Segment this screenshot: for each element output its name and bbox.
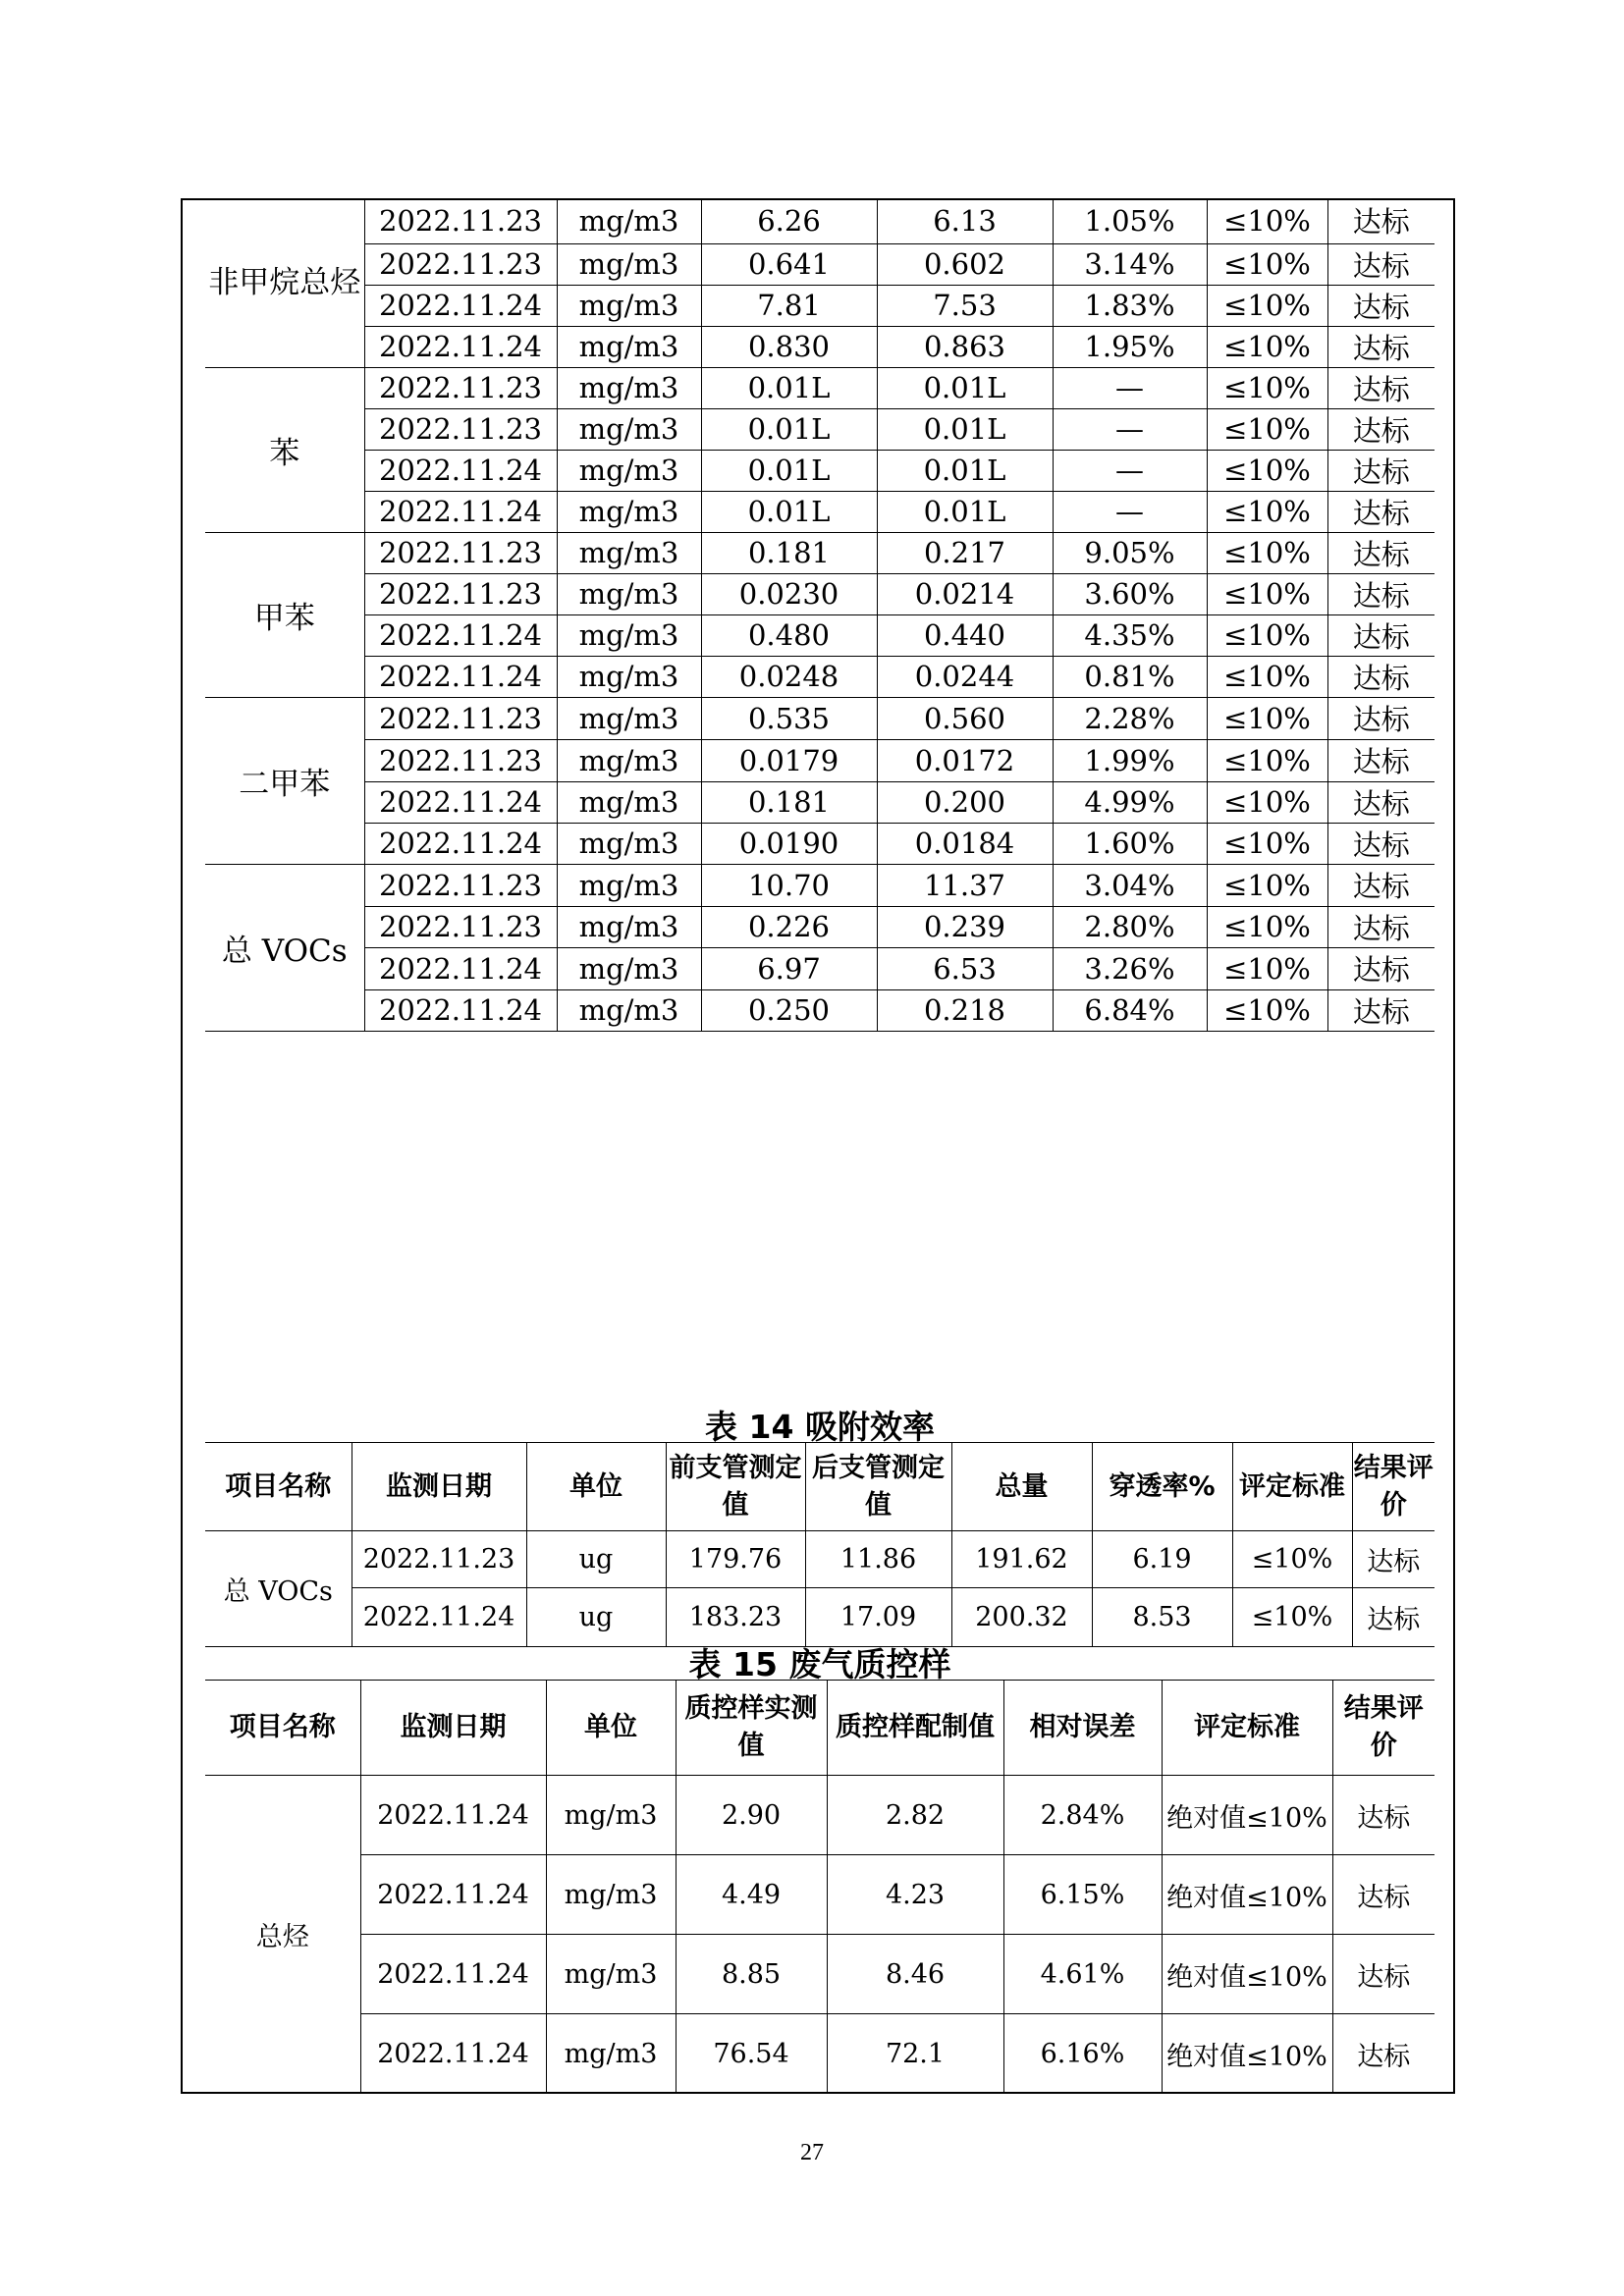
relative-error-cell: 1.95% [1053, 326, 1207, 367]
date-cell: 2022.11.24 [364, 656, 557, 697]
table-row [205, 697, 1435, 739]
standard-cell: ≤10% [1207, 739, 1327, 781]
value-a-cell: 0.0230 [701, 573, 877, 614]
relative-error-cell: 3.04% [1053, 864, 1207, 906]
table-row [205, 906, 1435, 947]
value-b-cell: 0.01L [877, 450, 1053, 491]
data-cell: ≤10% [1232, 1531, 1352, 1588]
data-cell: mg/m3 [546, 1935, 676, 2014]
result-cell: 达标 [1327, 614, 1435, 656]
date-cell: 2022.11.24 [364, 989, 557, 1031]
data-cell: mg/m3 [546, 2014, 676, 2094]
unit-cell: mg/m3 [557, 989, 701, 1031]
data-cell: 2022.11.23 [352, 1531, 526, 1588]
table-row [205, 285, 1435, 326]
data-cell: ≤10% [1232, 1588, 1352, 1647]
header-cell: 单位 [546, 1681, 676, 1776]
value-a-cell: 0.181 [701, 781, 877, 823]
table-row [205, 367, 1435, 408]
value-b-cell: 7.53 [877, 285, 1053, 326]
date-cell: 2022.11.24 [364, 450, 557, 491]
monitoring-table-body [205, 198, 1435, 1031]
table-row [205, 989, 1435, 1031]
table-row [205, 781, 1435, 823]
value-b-cell: 0.01L [877, 408, 1053, 450]
value-a-cell: 0.01L [701, 491, 877, 532]
relative-error-cell: 9.05% [1053, 532, 1207, 573]
date-cell: 2022.11.24 [364, 491, 557, 532]
table-row [205, 823, 1435, 864]
header-cell: 监测日期 [352, 1443, 526, 1531]
date-cell: 2022.11.24 [364, 285, 557, 326]
standard-cell: ≤10% [1207, 781, 1327, 823]
result-cell: 达标 [1327, 326, 1435, 367]
relative-error-cell: 6.84% [1053, 989, 1207, 1031]
result-cell: 达标 [1327, 947, 1435, 989]
standard-cell: ≤10% [1207, 198, 1327, 243]
header-cell: 质控样配制值 [827, 1681, 1003, 1776]
value-a-cell: 0.641 [701, 243, 877, 285]
table-row [205, 1776, 1435, 1855]
data-cell: 2022.11.24 [360, 1935, 546, 2014]
qc-sample-table [205, 1680, 1435, 2094]
data-cell: 达标 [1332, 1776, 1435, 1855]
standard-cell: ≤10% [1207, 697, 1327, 739]
date-cell: 2022.11.23 [364, 243, 557, 285]
date-cell: 2022.11.24 [364, 781, 557, 823]
unit-cell: mg/m3 [557, 450, 701, 491]
item-name-cell: 苯 [205, 367, 364, 532]
value-a-cell: 0.535 [701, 697, 877, 739]
result-cell: 达标 [1327, 739, 1435, 781]
unit-cell: mg/m3 [557, 285, 701, 326]
header-cell: 质控样实测值 [676, 1681, 827, 1776]
standard-cell: ≤10% [1207, 614, 1327, 656]
header-cell: 项目名称 [205, 1443, 352, 1531]
table-row [205, 739, 1435, 781]
item-name-cell: 非甲烷总烃 [205, 198, 364, 367]
date-cell: 2022.11.23 [364, 864, 557, 906]
data-cell: 8.85 [676, 1935, 827, 2014]
data-cell: 8.46 [827, 1935, 1003, 2014]
result-cell: 达标 [1327, 823, 1435, 864]
relative-error-cell: — [1053, 450, 1207, 491]
unit-cell: mg/m3 [557, 697, 701, 739]
value-a-cell: 0.01L [701, 408, 877, 450]
result-cell: 达标 [1327, 408, 1435, 450]
table-row [205, 450, 1435, 491]
value-a-cell: 0.01L [701, 450, 877, 491]
item-name-cell: 总 VOCs [205, 864, 364, 1031]
data-cell: 达标 [1332, 1935, 1435, 2014]
data-cell: 11.86 [805, 1531, 951, 1588]
table-row [205, 573, 1435, 614]
value-b-cell: 0.863 [877, 326, 1053, 367]
standard-cell: ≤10% [1207, 326, 1327, 367]
relative-error-cell: 2.28% [1053, 697, 1207, 739]
data-cell: 2022.11.24 [360, 1855, 546, 1935]
value-b-cell: 0.200 [877, 781, 1053, 823]
table-row [205, 1531, 1435, 1588]
page-number: 27 [800, 2140, 824, 2165]
relative-error-cell: 0.81% [1053, 656, 1207, 697]
unit-cell: mg/m3 [557, 947, 701, 989]
header-cell: 结果评价 [1332, 1681, 1435, 1776]
table-row [205, 1855, 1435, 1935]
value-a-cell: 0.0248 [701, 656, 877, 697]
standard-cell: ≤10% [1207, 823, 1327, 864]
unit-cell: mg/m3 [557, 573, 701, 614]
standard-cell: ≤10% [1207, 906, 1327, 947]
value-a-cell: 0.480 [701, 614, 877, 656]
value-a-cell: 6.97 [701, 947, 877, 989]
date-cell: 2022.11.23 [364, 906, 557, 947]
data-cell: 达标 [1352, 1531, 1435, 1588]
relative-error-cell: 1.83% [1053, 285, 1207, 326]
value-a-cell: 7.81 [701, 285, 877, 326]
result-cell: 达标 [1327, 450, 1435, 491]
date-cell: 2022.11.23 [364, 198, 557, 243]
value-b-cell: 0.239 [877, 906, 1053, 947]
result-cell: 达标 [1327, 656, 1435, 697]
data-cell: 191.62 [951, 1531, 1092, 1588]
data-cell: 6.15% [1003, 1855, 1162, 1935]
data-cell: 达标 [1332, 1855, 1435, 1935]
value-b-cell: 11.37 [877, 864, 1053, 906]
table-row [205, 1588, 1435, 1647]
header-cell: 单位 [526, 1443, 666, 1531]
header-cell: 评定标准 [1162, 1681, 1332, 1776]
unit-cell: mg/m3 [557, 906, 701, 947]
standard-cell: ≤10% [1207, 285, 1327, 326]
relative-error-cell: 3.26% [1053, 947, 1207, 989]
data-cell: 达标 [1332, 2014, 1435, 2094]
value-b-cell: 0.560 [877, 697, 1053, 739]
unit-cell: mg/m3 [557, 408, 701, 450]
table-row [205, 864, 1435, 906]
value-b-cell: 0.0184 [877, 823, 1053, 864]
relative-error-cell: 3.60% [1053, 573, 1207, 614]
table-row [205, 408, 1435, 450]
result-cell: 达标 [1327, 532, 1435, 573]
result-cell: 达标 [1327, 198, 1435, 243]
table-row [205, 491, 1435, 532]
data-cell: 绝对值≤10% [1162, 1776, 1332, 1855]
value-b-cell: 0.218 [877, 989, 1053, 1031]
unit-cell: mg/m3 [557, 614, 701, 656]
data-cell: 72.1 [827, 2014, 1003, 2094]
result-cell: 达标 [1327, 573, 1435, 614]
value-b-cell: 0.01L [877, 491, 1053, 532]
standard-cell: ≤10% [1207, 532, 1327, 573]
unit-cell: mg/m3 [557, 781, 701, 823]
standard-cell: ≤10% [1207, 989, 1327, 1031]
value-b-cell: 0.0172 [877, 739, 1053, 781]
standard-cell: ≤10% [1207, 491, 1327, 532]
standard-cell: ≤10% [1207, 656, 1327, 697]
standard-cell: ≤10% [1207, 864, 1327, 906]
value-b-cell: 0.0244 [877, 656, 1053, 697]
table-row [205, 1935, 1435, 2014]
table-row [205, 947, 1435, 989]
unit-cell: mg/m3 [557, 198, 701, 243]
data-cell: 绝对值≤10% [1162, 2014, 1332, 2094]
table-row [205, 198, 1435, 243]
relative-error-cell: — [1053, 367, 1207, 408]
unit-cell: mg/m3 [557, 532, 701, 573]
relative-error-cell: 1.99% [1053, 739, 1207, 781]
unit-cell: mg/m3 [557, 823, 701, 864]
result-cell: 达标 [1327, 243, 1435, 285]
data-cell: 200.32 [951, 1588, 1092, 1647]
value-b-cell: 6.53 [877, 947, 1053, 989]
header-cell: 结果评价 [1352, 1443, 1435, 1531]
value-b-cell: 0.602 [877, 243, 1053, 285]
unit-cell: mg/m3 [557, 491, 701, 532]
data-cell: mg/m3 [546, 1855, 676, 1935]
value-a-cell: 0.0190 [701, 823, 877, 864]
table-row [205, 614, 1435, 656]
standard-cell: ≤10% [1207, 367, 1327, 408]
value-b-cell: 0.0214 [877, 573, 1053, 614]
data-cell: 达标 [1352, 1588, 1435, 1647]
result-cell: 达标 [1327, 906, 1435, 947]
header-cell: 总量 [951, 1443, 1092, 1531]
data-cell: 6.16% [1003, 2014, 1162, 2094]
date-cell: 2022.11.23 [364, 573, 557, 614]
relative-error-cell: 1.60% [1053, 823, 1207, 864]
value-a-cell: 0.250 [701, 989, 877, 1031]
date-cell: 2022.11.24 [364, 823, 557, 864]
value-a-cell: 0.01L [701, 367, 877, 408]
date-cell: 2022.11.24 [364, 614, 557, 656]
table-15-caption: 表 15 废气质控样 [688, 1645, 951, 1683]
date-cell: 2022.11.24 [364, 947, 557, 989]
value-a-cell: 0.0179 [701, 739, 877, 781]
value-a-cell: 0.830 [701, 326, 877, 367]
relative-error-cell: — [1053, 408, 1207, 450]
data-cell: 2.90 [676, 1776, 827, 1855]
data-cell: 4.49 [676, 1855, 827, 1935]
data-cell: 2022.11.24 [360, 2014, 546, 2094]
data-cell: 76.54 [676, 2014, 827, 2094]
item-name-cell: 二甲苯 [205, 697, 364, 864]
adsorption-efficiency-table [205, 1442, 1435, 1647]
unit-cell: mg/m3 [557, 864, 701, 906]
date-cell: 2022.11.24 [364, 326, 557, 367]
data-cell: 183.23 [666, 1588, 805, 1647]
value-a-cell: 0.181 [701, 532, 877, 573]
data-cell: 179.76 [666, 1531, 805, 1588]
value-a-cell: 10.70 [701, 864, 877, 906]
data-cell: 17.09 [805, 1588, 951, 1647]
item-name-cell: 甲苯 [205, 532, 364, 697]
header-cell: 相对误差 [1003, 1681, 1162, 1776]
value-b-cell: 0.01L [877, 367, 1053, 408]
date-cell: 2022.11.23 [364, 367, 557, 408]
value-b-cell: 0.217 [877, 532, 1053, 573]
result-cell: 达标 [1327, 781, 1435, 823]
data-cell: 绝对值≤10% [1162, 1935, 1332, 2014]
unit-cell: mg/m3 [557, 367, 701, 408]
result-cell: 达标 [1327, 697, 1435, 739]
data-cell: ug [526, 1588, 666, 1647]
header-cell: 评定标准 [1232, 1443, 1352, 1531]
relative-error-cell: — [1053, 491, 1207, 532]
unit-cell: mg/m3 [557, 326, 701, 367]
standard-cell: ≤10% [1207, 450, 1327, 491]
standard-cell: ≤10% [1207, 947, 1327, 989]
date-cell: 2022.11.23 [364, 408, 557, 450]
unit-cell: mg/m3 [557, 656, 701, 697]
data-cell: 2.82 [827, 1776, 1003, 1855]
data-cell: 2022.11.24 [352, 1588, 526, 1647]
standard-cell: ≤10% [1207, 408, 1327, 450]
value-a-cell: 6.26 [701, 198, 877, 243]
result-cell: 达标 [1327, 285, 1435, 326]
unit-cell: mg/m3 [557, 739, 701, 781]
header-cell: 前支管测定值 [666, 1443, 805, 1531]
result-cell: 达标 [1327, 491, 1435, 532]
date-cell: 2022.11.23 [364, 532, 557, 573]
data-cell: mg/m3 [546, 1776, 676, 1855]
header-cell: 穿透率% [1092, 1443, 1232, 1531]
data-cell: 4.61% [1003, 1935, 1162, 2014]
data-cell: ug [526, 1531, 666, 1588]
standard-cell: ≤10% [1207, 243, 1327, 285]
item-name-cell: 总烃 [205, 1776, 360, 2094]
data-cell: 2.84% [1003, 1776, 1162, 1855]
relative-error-cell: 1.05% [1053, 198, 1207, 243]
table-row [205, 532, 1435, 573]
relative-error-cell: 3.14% [1053, 243, 1207, 285]
date-cell: 2022.11.23 [364, 739, 557, 781]
header-cell: 后支管测定值 [805, 1443, 951, 1531]
value-a-cell: 0.226 [701, 906, 877, 947]
monitoring-table [205, 198, 1435, 1032]
header-cell: 项目名称 [205, 1681, 360, 1776]
result-cell: 达标 [1327, 989, 1435, 1031]
item-name-cell: 总 VOCs [205, 1531, 352, 1647]
relative-error-cell: 4.99% [1053, 781, 1207, 823]
result-cell: 达标 [1327, 864, 1435, 906]
table-14-caption: 表 14 吸附效率 [705, 1408, 935, 1446]
result-cell: 达标 [1327, 367, 1435, 408]
standard-cell: ≤10% [1207, 573, 1327, 614]
table-row [205, 656, 1435, 697]
header-cell: 监测日期 [360, 1681, 546, 1776]
data-cell: 绝对值≤10% [1162, 1855, 1332, 1935]
data-cell: 8.53 [1092, 1588, 1232, 1647]
table-row [205, 326, 1435, 367]
value-b-cell: 0.440 [877, 614, 1053, 656]
table-row [205, 2014, 1435, 2094]
value-b-cell: 6.13 [877, 198, 1053, 243]
data-cell: 4.23 [827, 1855, 1003, 1935]
date-cell: 2022.11.23 [364, 697, 557, 739]
data-cell: 2022.11.24 [360, 1776, 546, 1855]
relative-error-cell: 4.35% [1053, 614, 1207, 656]
unit-cell: mg/m3 [557, 243, 701, 285]
table-row [205, 243, 1435, 285]
data-cell: 6.19 [1092, 1531, 1232, 1588]
relative-error-cell: 2.80% [1053, 906, 1207, 947]
